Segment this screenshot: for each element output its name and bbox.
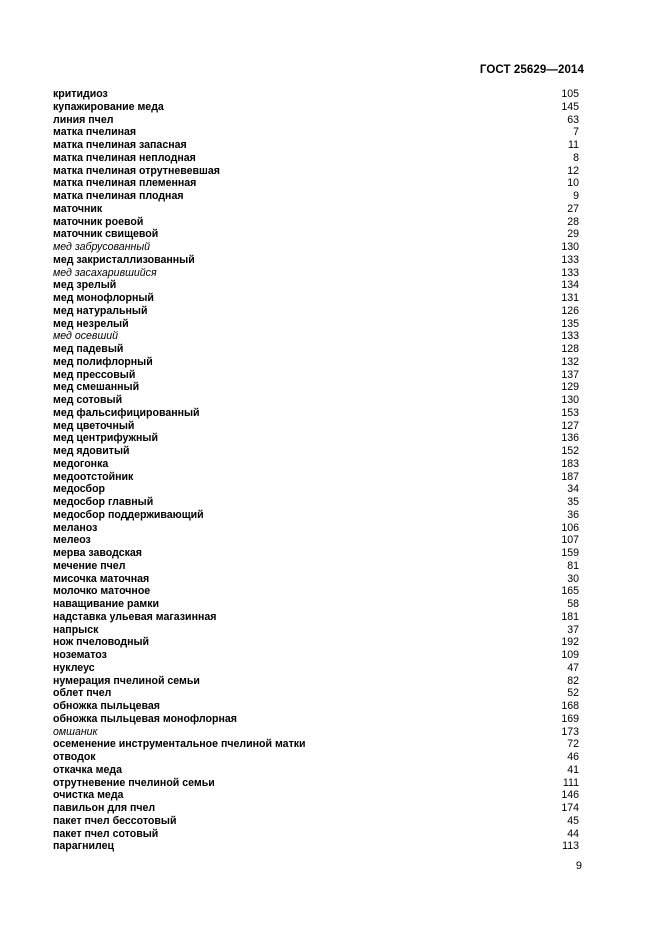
index-entry (53, 777, 579, 790)
index-page-ref: 153 (561, 406, 579, 419)
index-entry (53, 560, 579, 573)
index-page-ref: 109 (561, 649, 579, 661)
index-entry (53, 88, 579, 101)
index-page-ref: 29 (567, 228, 579, 241)
index-page-ref: 132 (561, 355, 579, 368)
index-entry (53, 649, 579, 662)
index-page-ref: 133 (561, 330, 579, 343)
index-entry (53, 458, 579, 471)
index-entry (53, 636, 579, 649)
index-entry (53, 496, 579, 509)
index-page-ref: 130 (561, 241, 579, 253)
index-entry (53, 751, 579, 764)
index-entry (53, 407, 579, 420)
index-page-ref: 11 (568, 139, 579, 151)
index-term: мед осевший (53, 330, 119, 343)
index-entry (53, 700, 579, 713)
index-term: нуклеус (53, 661, 95, 674)
index-page-ref: 111 (562, 776, 579, 789)
index-page-ref: 174 (561, 802, 579, 814)
index-page-ref: 45 (567, 814, 579, 827)
index-entry (53, 228, 579, 241)
index-entry (53, 139, 579, 152)
index-entry (53, 216, 579, 229)
index-page-ref: 169 (561, 712, 579, 725)
index-entry (53, 279, 579, 292)
index-page-ref: 27 (567, 202, 579, 215)
index-entry (53, 330, 579, 343)
index-entry (53, 114, 579, 127)
index-term: медосбор поддерживающий (53, 508, 204, 521)
index-term: нумерация пчелиной семьи (53, 674, 200, 687)
index-page-ref: 10 (567, 177, 579, 190)
index-entry (53, 471, 579, 484)
index-entry (53, 598, 579, 611)
index-page-ref: 128 (561, 343, 579, 355)
index-term: матка пчелиная плодная (53, 190, 184, 202)
index-page-ref: 37 (567, 623, 579, 636)
index-entry (53, 190, 579, 203)
index-entry (53, 292, 579, 305)
index-term: маточник роевой (53, 215, 144, 228)
index-page-ref: 81 (567, 559, 579, 572)
index-page-ref: 133 (561, 266, 579, 279)
index-page-ref: 152 (561, 445, 579, 457)
index-term: мед монофлорный (53, 292, 154, 304)
index-term: мед закристаллизованный (53, 253, 195, 266)
index-term: мед фальсифицированный (53, 406, 200, 419)
index-term: мед забрусованный (53, 241, 151, 253)
index-term: молочко маточное (53, 585, 151, 598)
index-entry (53, 789, 579, 802)
index-entry (53, 254, 579, 267)
index-entry (53, 203, 579, 216)
index-term: надставка ульевая магазинная (53, 610, 217, 623)
index-entry (53, 687, 579, 700)
index-term: матка пчелиная неплодная (53, 151, 196, 164)
index-term: отводок (53, 751, 96, 763)
index-page-ref: 63 (567, 113, 579, 126)
index-entry (53, 573, 579, 586)
index-page-ref: 173 (561, 725, 579, 738)
index-term: мед полифлорный (53, 355, 153, 368)
index-page-ref: 130 (561, 394, 579, 406)
index-entry (53, 241, 579, 254)
index-page-ref: 36 (567, 508, 579, 521)
index-entry (53, 445, 579, 458)
index-term: линия пчел (53, 113, 114, 126)
index-entry (53, 547, 579, 560)
index-term: мерва заводская (53, 547, 142, 559)
index-page-ref: 192 (561, 636, 579, 649)
index-entry (53, 394, 579, 407)
index-entry (53, 483, 579, 496)
index-page-ref: 30 (567, 572, 579, 585)
index-entry (53, 318, 579, 331)
index-term: мед падевый (53, 343, 124, 355)
document-header: ГОСТ 25629—2014 (479, 64, 584, 76)
index-term: мед прессовый (53, 368, 136, 381)
index-page-ref: 126 (561, 304, 579, 317)
index-term: мед засахарившийся (53, 266, 157, 279)
index-page-ref: 137 (561, 368, 579, 381)
index-entry (53, 509, 579, 522)
index-term: матка пчелиная отрутневевшая (53, 164, 220, 177)
index-term: мисочка маточная (53, 572, 150, 585)
index-page-ref: 168 (561, 700, 579, 712)
index-term: маточник (53, 202, 103, 215)
index-entry (53, 713, 579, 726)
index-entry (53, 675, 579, 688)
index-term: мед ядовитый (53, 445, 130, 457)
index-page-ref: 9 (573, 190, 579, 202)
index-entry (53, 624, 579, 637)
index-page-ref: 159 (561, 547, 579, 559)
index-entry (53, 726, 579, 739)
index-page-ref: 58 (567, 598, 579, 610)
index-entry (53, 662, 579, 675)
index-term: отрутневение пчелиной семьи (53, 776, 215, 789)
index-page-ref: 41 (567, 763, 579, 776)
index-term: меланоз (53, 521, 98, 534)
index-term: мед смешанный (53, 381, 140, 394)
alphabetical-index (53, 88, 579, 853)
index-term: маточник свищевой (53, 228, 159, 241)
index-term: пакет пчел сотовый (53, 827, 159, 840)
index-entry (53, 585, 579, 598)
index-entry (53, 534, 579, 547)
index-term: облет пчел (53, 687, 112, 700)
index-entry (53, 101, 579, 114)
index-term: купажирование меда (53, 100, 164, 113)
index-entry (53, 611, 579, 624)
index-term: парагнилец (53, 840, 114, 853)
index-entry (53, 305, 579, 318)
index-page-ref: 129 (561, 381, 579, 394)
index-entry (53, 177, 579, 190)
index-entry (53, 152, 579, 165)
index-term: матка пчелиная (53, 126, 137, 139)
index-entry (53, 828, 579, 841)
index-entry (53, 432, 579, 445)
index-page-ref: 187 (561, 470, 579, 483)
index-page-ref: 107 (561, 534, 579, 547)
index-entry (53, 267, 579, 280)
index-term: матка пчелиная племенная (53, 177, 197, 190)
index-term: напрыск (53, 623, 99, 636)
index-page-ref: 46 (567, 751, 579, 763)
index-term: мечение пчел (53, 559, 126, 572)
index-entry (53, 343, 579, 356)
index-term: откачка меда (53, 763, 122, 776)
index-term: мед цветочный (53, 419, 135, 432)
index-page-ref: 34 (567, 483, 579, 496)
index-page-ref: 135 (561, 317, 579, 330)
index-term: пакет пчел бессотовый (53, 814, 177, 827)
index-term: мед незрелый (53, 317, 129, 330)
index-term: мед зрелый (53, 279, 117, 292)
index-term: павильон для пчел (53, 802, 156, 814)
index-term: обножка пыльцевая (53, 700, 160, 712)
index-term: наващивание рамки (53, 598, 160, 610)
index-page-ref: 105 (561, 88, 579, 100)
index-term: мелеоз (53, 534, 91, 547)
index-term: матка пчелиная запасная (53, 139, 187, 151)
index-page-ref: 47 (567, 661, 579, 674)
index-page-ref: 52 (567, 687, 579, 700)
index-entry (53, 381, 579, 394)
index-entry (53, 802, 579, 815)
index-entry (53, 738, 579, 751)
index-term: медогонка (53, 457, 109, 470)
index-term: нож пчеловодный (53, 636, 150, 649)
index-entry (53, 369, 579, 382)
index-term: омшаник (53, 725, 98, 738)
index-page-ref: 113 (562, 840, 579, 853)
index-page-ref: 12 (567, 164, 579, 177)
index-page-ref: 181 (561, 610, 579, 623)
page-number: 9 (575, 860, 582, 872)
index-page-ref: 133 (561, 253, 579, 266)
index-term: медосбор главный (53, 496, 154, 508)
index-entry (53, 840, 579, 853)
index-page-ref: 8 (573, 151, 579, 164)
index-page-ref: 106 (561, 521, 579, 534)
index-entry (53, 420, 579, 433)
index-page-ref: 183 (561, 457, 579, 470)
index-entry (53, 522, 579, 535)
index-page-ref: 72 (567, 738, 579, 751)
index-page-ref: 146 (561, 789, 579, 802)
index-term: нозематоз (53, 649, 107, 661)
index-term: осеменение инструментальное пчелиной матки (53, 738, 306, 751)
index-page-ref: 82 (567, 674, 579, 687)
index-term: мед натуральный (53, 304, 148, 317)
index-page-ref: 28 (567, 215, 579, 228)
index-term: обножка пыльцевая монофлорная (53, 712, 237, 725)
index-page-ref: 44 (567, 827, 579, 840)
index-page-ref: 131 (561, 292, 579, 304)
index-term: очистка меда (53, 789, 124, 802)
index-term: мед центрифужный (53, 432, 158, 445)
index-term: медосбор (53, 483, 106, 496)
index-entry (53, 126, 579, 139)
index-page-ref: 145 (561, 100, 579, 113)
index-page-ref: 165 (561, 585, 579, 598)
index-entry (53, 764, 579, 777)
index-term: мед сотовый (53, 394, 123, 406)
index-term: медоотстойник (53, 470, 134, 483)
index-page-ref: 127 (561, 419, 579, 432)
index-term: критидиоз (53, 88, 108, 100)
index-entry (53, 165, 579, 178)
index-page-ref: 7 (573, 126, 579, 139)
index-entry (53, 815, 579, 828)
index-page-ref: 35 (567, 496, 579, 508)
index-entry (53, 356, 579, 369)
index-page-ref: 134 (561, 279, 579, 292)
index-page-ref: 136 (561, 432, 579, 445)
